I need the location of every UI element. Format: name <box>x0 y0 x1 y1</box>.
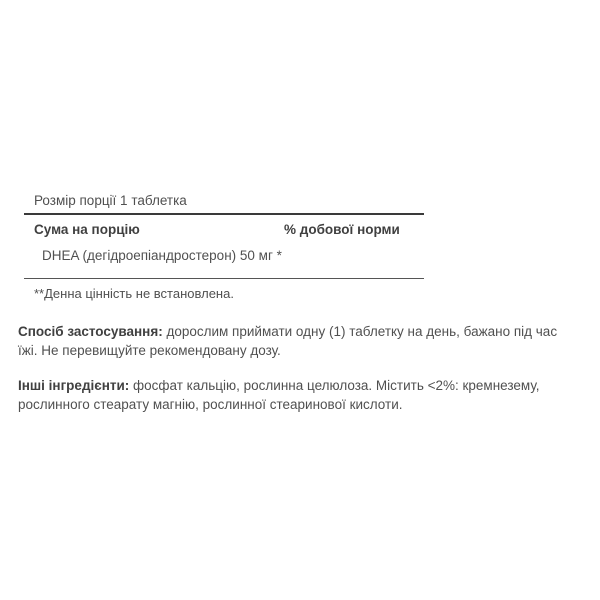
daily-value-header: % добової норми <box>284 222 400 237</box>
other-ingredients-paragraph <box>18 376 578 414</box>
other-ingredients-label: Інші інгредієнти: <box>18 378 130 393</box>
serving-size-row <box>24 187 424 215</box>
table-header-row <box>24 215 424 245</box>
footnote-text: **Денна цінність не встановлена. <box>34 286 234 301</box>
supplement-facts-table <box>24 187 424 309</box>
usage-label: Спосіб застосування: <box>18 324 163 339</box>
serving-size-text: Розмір порції 1 таблетка <box>34 193 187 208</box>
amount-per-serving-header: Сума на порцію <box>34 222 140 237</box>
footnote-row <box>24 279 424 309</box>
usage-text: дорослим приймати одну (1) таблетку на день, бажано під час їжі. Не перевищуйте рекомендовану дозу. <box>18 324 558 358</box>
ingredient-row <box>24 245 424 279</box>
other-ingredients-text: фосфат кальцію, рослинна целюлоза. Містить <2%: кремнезему, рослинного стеарату магнію, рослинної стеаринової кислоти. <box>18 378 540 412</box>
usage-paragraph <box>18 322 578 360</box>
ingredient-text: DHEA (дегідроепіандростерон) 50 мг * <box>42 248 282 263</box>
